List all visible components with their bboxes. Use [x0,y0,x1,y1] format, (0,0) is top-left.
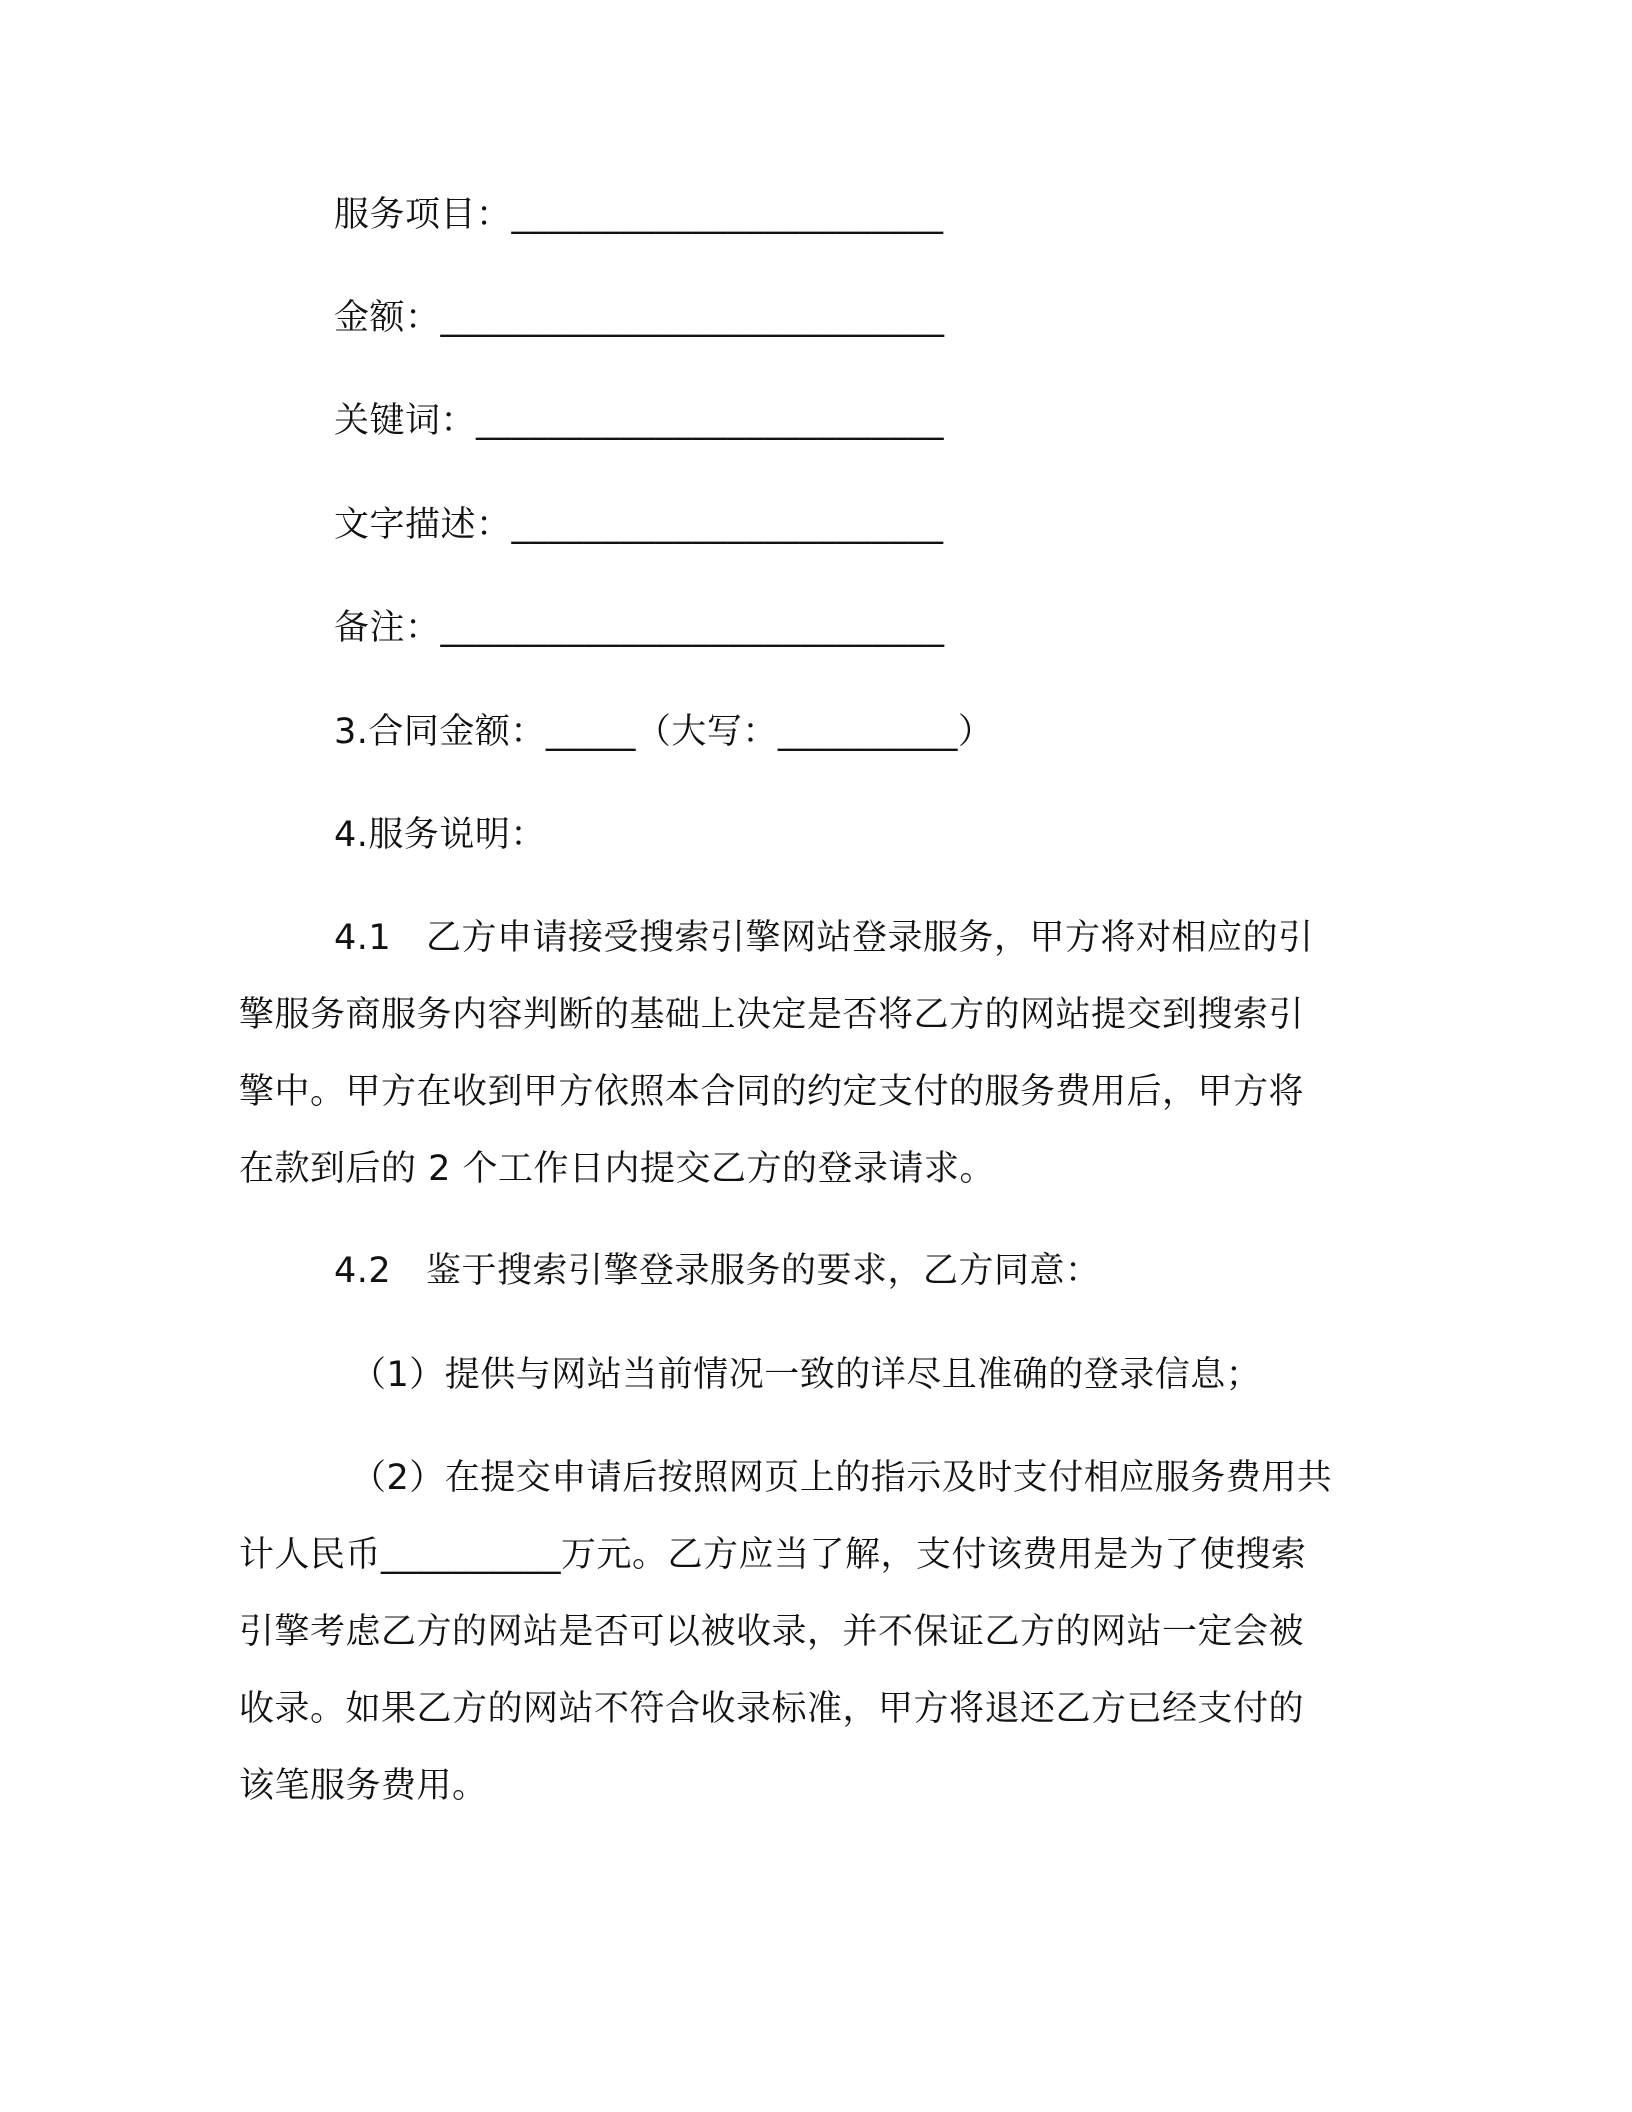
field-service-item: 服务项目：________________________ [334,195,944,235]
clause-4-2-item-2-line-1: （2）在提交申请后按照网页上的指示及时支付相应服务费用共 [351,1458,1333,1498]
clause-4-2-item-2-line-5: 该笔服务费用。 [239,1766,488,1806]
clause-4-1-line-2: 擎服务商服务内容判断的基础上决定是否将乙方的网站提交到搜索引 [239,995,1305,1035]
field-description: 文字描述：________________________ [334,505,944,545]
clause-text: 鉴于搜索引擎登录服务的要求，乙方同意： [426,1251,1101,1291]
clause-4-1-line-3: 擎中。甲方在收到甲方依照本合同的约定支付的服务费用后，甲方将 [239,1072,1305,1112]
field-remarks: 备注：____________________________ [334,608,945,648]
clause-number: 4.1 [334,918,392,958]
clause-text: 乙方申请接受搜索引擎网站登录服务，甲方将对相应的引 [426,918,1314,958]
clause-4-2-item-2-line-2: 计人民币__________万元。乙方应当了解，支付该费用是为了使搜索 [239,1535,1307,1575]
clause-4-1-line-4: 在款到后的 2 个工作日内提交乙方的登录请求。 [239,1149,996,1189]
clause-4-2-item-2-line-3: 引擎考虑乙方的网站是否可以被收录，并不保证乙方的网站一定会被 [239,1612,1305,1652]
clause-number: 4.2 [334,1251,392,1291]
clause-4-2-item-1: （1）提供与网站当前情况一致的详尽且准确的登录信息； [351,1355,1262,1395]
section-4-title: 4.服务说明： [334,815,546,855]
field-amount: 金额：____________________________ [334,298,945,338]
field-keywords: 关键词：__________________________ [334,401,945,441]
clause-4-2-intro [334,1233,1484,1310]
clause-4-1-line-1 [334,900,1484,977]
clause-4-2-item-2-line-4: 收录。如果乙方的网站不符合收录标准，甲方将退还乙方已经支付的 [239,1689,1305,1729]
section-3-contract-amount: 3.合同金额：_____（大写：__________） [334,712,994,752]
